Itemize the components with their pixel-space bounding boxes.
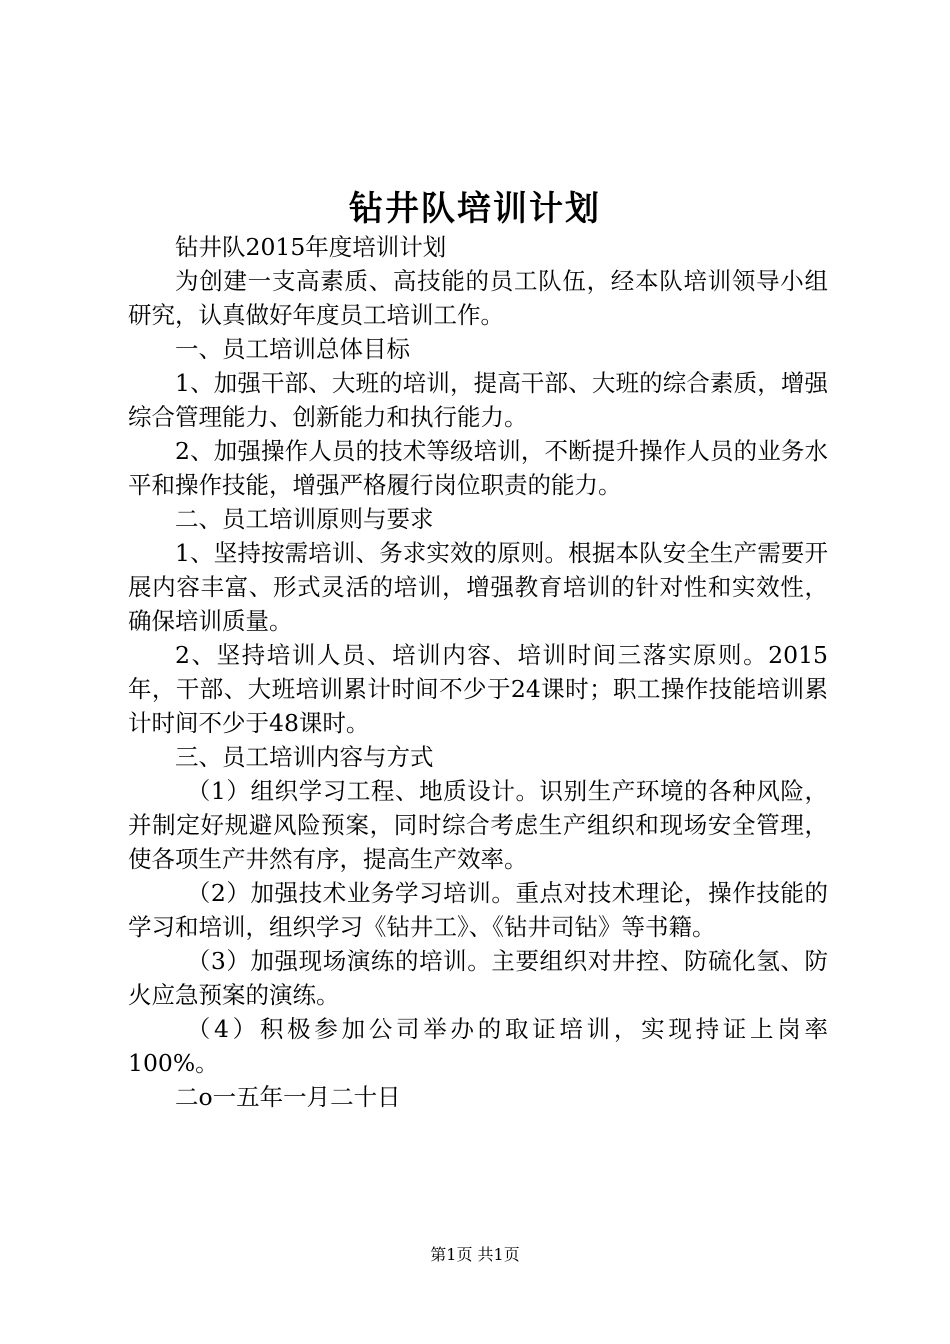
paragraph-goal-2: 2、加强操作人员的技术等级培训，不断提升操作人员的业务水平和操作技能，增强严格履行岗位职责的能力。 [128,437,828,499]
section-heading-goals: 一、员工培训总体目标 [175,335,410,363]
paragraph-intro: 为创建一支高素质、高技能的员工队伍，经本队培训领导小组研究，认真做好年度员工培训工作。 [128,267,828,329]
page-footer: 第1页 共1页 [430,1245,520,1264]
paragraph-principle-1: 1、坚持按需培训、务求实效的原则。根据本队安全生产需要开展内容丰富、形式灵活的培训，增强教育培训的针对性和实效性，确保培训质量。 [128,539,828,635]
paragraph-plan-heading: 钻井队2015年度培训计划 [175,233,447,261]
paragraph-content-1: （1）组织学习工程、地质设计。识别生产环境的各种风险，并制定好规避风险预案，同时综合考虑生产组织和现场安全管理，使各项生产井然有序，提高生产效率。 [128,777,828,873]
section-heading-principles: 二、员工培训原则与要求 [175,505,434,533]
paragraph-content-3: （3）加强现场演练的培训。主要组织对井控、防硫化氢、防火应急预案的演练。 [128,947,828,1009]
document-body [128,230,828,1114]
section-heading-content: 三、员工培训内容与方式 [175,743,434,771]
document-date: 二o一五年一月二十日 [175,1083,401,1111]
paragraph-content-2: （2）加强技术业务学习培训。重点对技术理论，操作技能的学习和培训，组织学习《钻井工》、《钻井司钻》等书籍。 [128,879,828,941]
paragraph-goal-1: 1、加强干部、大班的培训，提高干部、大班的综合素质，增强综合管理能力、创新能力和执行能力。 [128,369,828,431]
paragraph-content-4: （4）积极参加公司举办的取证培训，实现持证上岗率100%。 [128,1015,828,1077]
paragraph-principle-2: 2、坚持培训人员、培训内容、培训时间三落实原则。2015年，干部、大班培训累计时间不少于24课时；职工操作技能培训累计时间不少于48课时。 [128,641,828,737]
document-title: 钻井队培训计划 [349,189,601,229]
